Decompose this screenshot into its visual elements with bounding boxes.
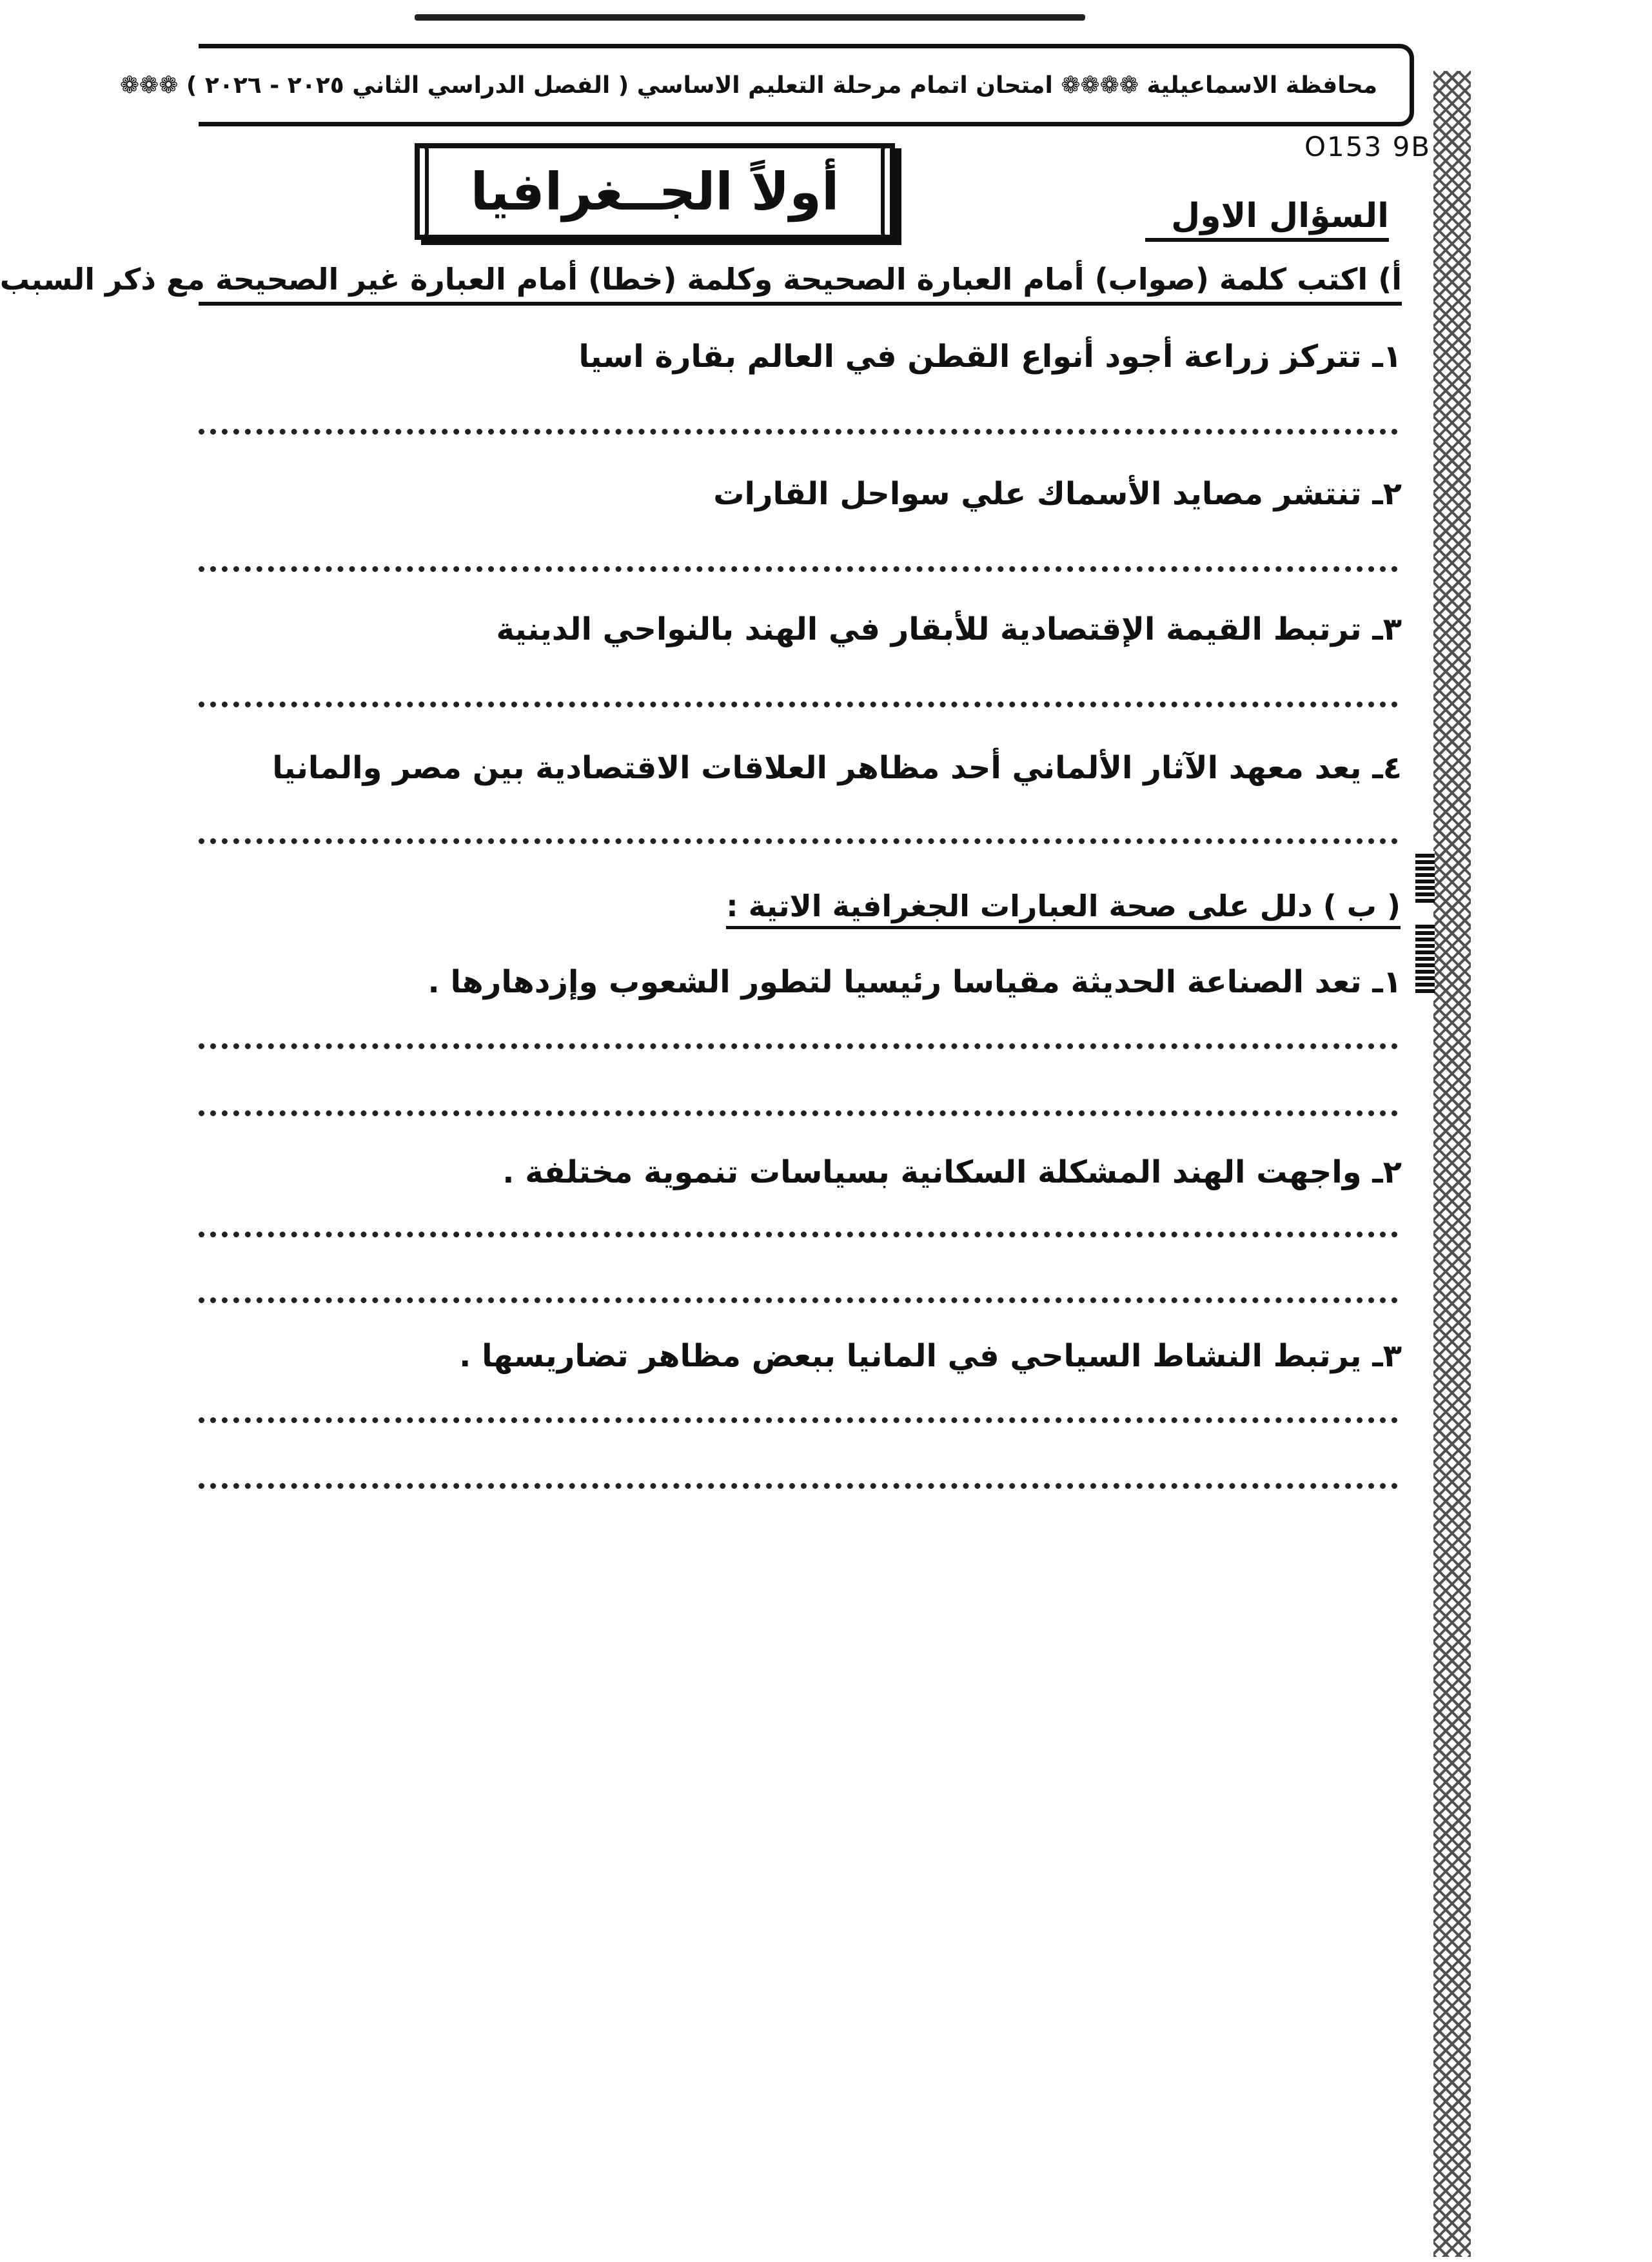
section-title-frame [415,143,895,240]
answer-line [199,1043,1398,1049]
part-a-item-2: ٢ـ تنتشر مصايد الأسماك علي سواحل القارات [713,476,1402,512]
exam-code: O153 9B [1304,131,1431,162]
answer-line [199,566,1398,572]
answer-line [199,1297,1398,1303]
answer-line [199,702,1398,707]
part-b-item-3: ٣ـ يرتبط النشاط السياحي في المانيا ببعض مظاهر تضاريسها . [459,1338,1402,1374]
question-title: السؤال الاول [1145,197,1389,242]
answer-line [199,1110,1398,1116]
binding-marks-bottom [1415,922,1435,993]
part-a-item-4: ٤ـ يعد معهد الآثار الألماني أحد مظاهر العلاقات الاقتصادية بين مصر والمانيا [272,750,1402,786]
answer-line [199,1417,1398,1423]
part-a-item-3: ٣ـ ترتبط القيمة الإقتصادية للأبقار في الهند بالنواحي الدينية [496,611,1402,647]
exam-header-box [119,44,1414,126]
answer-line [199,1483,1398,1489]
part-b-item-2: ٢ـ واجهت الهند المشكلة السكانية بسياسات تنموية مختلفة . [502,1154,1402,1190]
section-title: أولاً الجــغرافيا [470,161,840,222]
answer-line [199,1232,1398,1237]
part-b-heading: ( ب ) دلل على صحة العبارات الجغرافية الاتية : [726,889,1401,929]
part-a-item-1: ١ـ تتركز زراعة أجود أنواع القطن في العالم بقارة اسيا [578,339,1402,375]
decorative-border-strip [1433,71,1471,2257]
top-decorative-stroke [415,14,1085,21]
part-a-instruction: أ) اكتب كلمة (صواب) أمام العبارة الصحيحة وكلمة (خطا) أمام العبارة غير الصحيحة مع ذكر السبب [199,262,1402,306]
binding-marks-top [1415,851,1435,903]
part-b-item-1: ١ـ تعد الصناعة الحديثة مقياسا رئيسيا لتطور الشعوب وإزدهارها . [428,964,1402,1000]
exam-header-text: محافظة الاسماعيلية ❁❁❁❁ امتحان اتمام مرحلة التعليم الاساسي ( الفصل الدراسي الثاني ٢٠٢٥ - ٢٠٢٦ ) ❁❁❁ [119,72,1377,99]
answer-line [199,838,1398,844]
answer-line [199,429,1398,435]
